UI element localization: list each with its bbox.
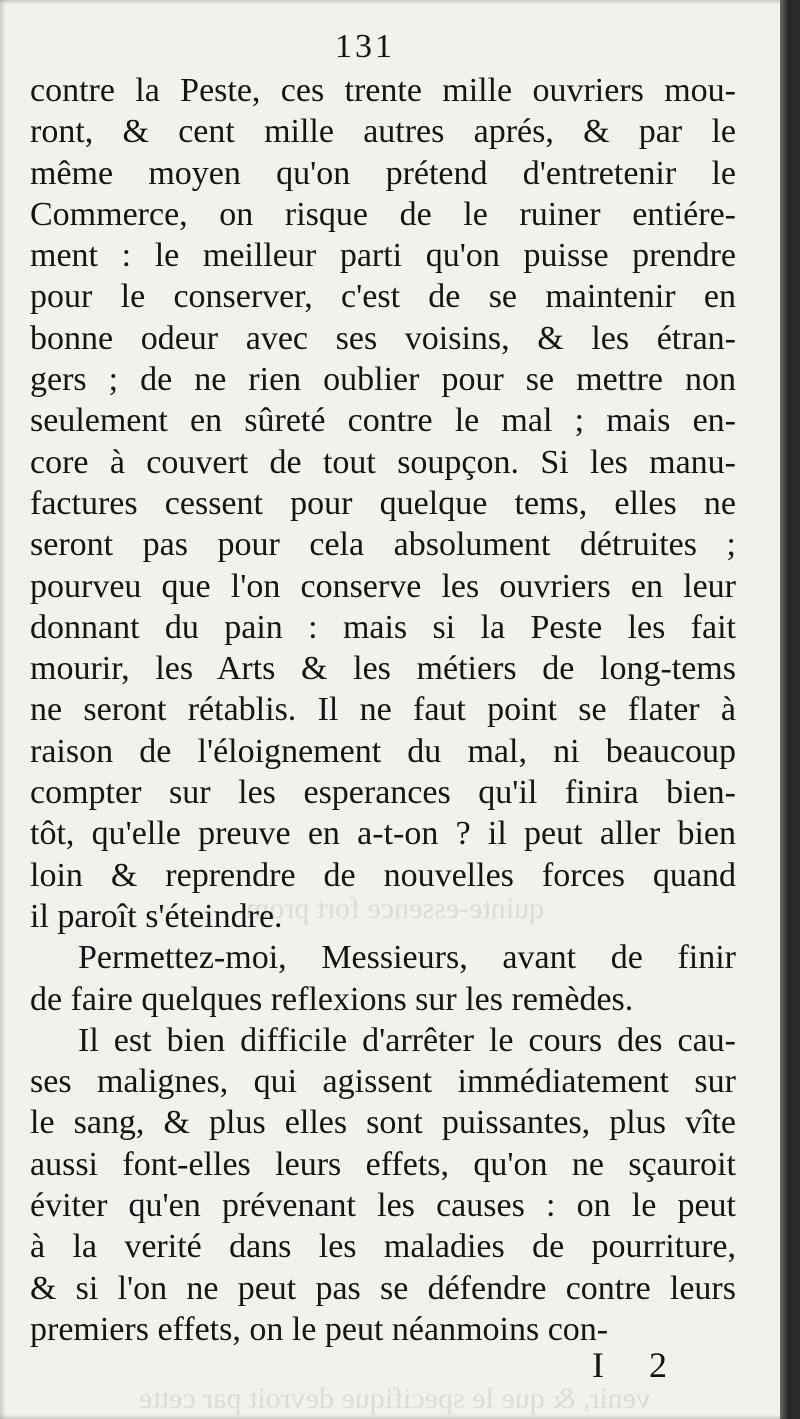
bleed-through-text-lower: venir, & que le specifique devroit par cette	[139, 1382, 651, 1415]
text-line: éviter qu'en prévenant les causes : on le peut	[30, 1187, 736, 1225]
text-line: loin & reprendre de nouvelles forces quand	[30, 856, 736, 894]
text-line: premiers effets, on le peut néanmoins con-	[30, 1310, 609, 1348]
text-line: & si l'on ne peut pas se défendre contre leurs	[30, 1269, 736, 1307]
text-line: ne seront rétablis. Il ne faut point se flater à	[30, 691, 736, 729]
text-line: pour le conserver, c'est de se maintenir en	[30, 278, 736, 316]
text-line: aussi font-elles leurs effets, qu'on ne sçauroit	[30, 1145, 736, 1183]
text-line: compter sur les esperances qu'il finira bien-	[30, 774, 736, 812]
text-line: Commerce, on risque de le ruiner entiére-	[30, 195, 736, 233]
text-line: ront, & cent mille autres aprés, & par le	[30, 113, 736, 151]
text-line: donnant du pain : mais si la Peste les fait	[30, 608, 736, 646]
paragraph	[30, 1020, 736, 1350]
text-line: ses malignes, qui agissent immédiatement sur	[30, 1063, 736, 1101]
body-text	[30, 70, 736, 1350]
text-line: tôt, qu'elle preuve en a-t-on ? il peut aller bien	[30, 815, 736, 853]
text-line: pourveu que l'on conserve les ouvriers en leur	[30, 567, 736, 605]
text-line: ment : le meilleur parti qu'on puisse prendre	[30, 237, 736, 275]
paragraph	[30, 70, 736, 937]
page-edge-shadow	[780, 0, 790, 1419]
text-line: seront pas pour cela absolument détruites ;	[30, 526, 736, 564]
text-line: seulement en sûreté contre le mal ; mais en-	[30, 402, 736, 440]
text-line: Il est bien difficile d'arrêter le cours des cau-	[78, 1021, 736, 1059]
text-line: raison de l'éloignement du mal, ni beaucoup	[30, 732, 736, 770]
text-line: mourir, les Arts & les métiers de long-tems	[30, 650, 736, 688]
text-line: contre la Peste, ces trente mille ouvriers mou-	[30, 72, 736, 109]
signature-mark: I 2	[592, 1345, 685, 1385]
text-line: le sang, & plus elles sont puissantes, plus vîte	[30, 1104, 736, 1142]
bleed-through-text-upper: quinte-essence fort prom	[245, 892, 545, 925]
text-line: factures cessent pour quelque tems, elles ne	[30, 484, 736, 522]
text-line: bonne odeur avec ses voisins, & les étran-	[30, 319, 736, 357]
text-line: même moyen qu'on prétend d'entretenir le	[30, 154, 736, 192]
text-line: de faire quelques reflexions sur les remèdes.	[30, 980, 634, 1018]
page-number: 131	[335, 28, 395, 65]
text-line: il paroît s'éteindre.	[30, 897, 283, 935]
text-line: à la verité dans les maladies de pourriture,	[30, 1228, 736, 1266]
paragraph	[30, 937, 736, 1020]
text-line: core à couvert de tout soupçon. Si les manu-	[30, 443, 736, 481]
text-line: Permettez-moi, Messieurs, avant de finir	[78, 939, 736, 977]
text-line: gers ; de ne rien oublier pour se mettre non	[30, 361, 736, 399]
